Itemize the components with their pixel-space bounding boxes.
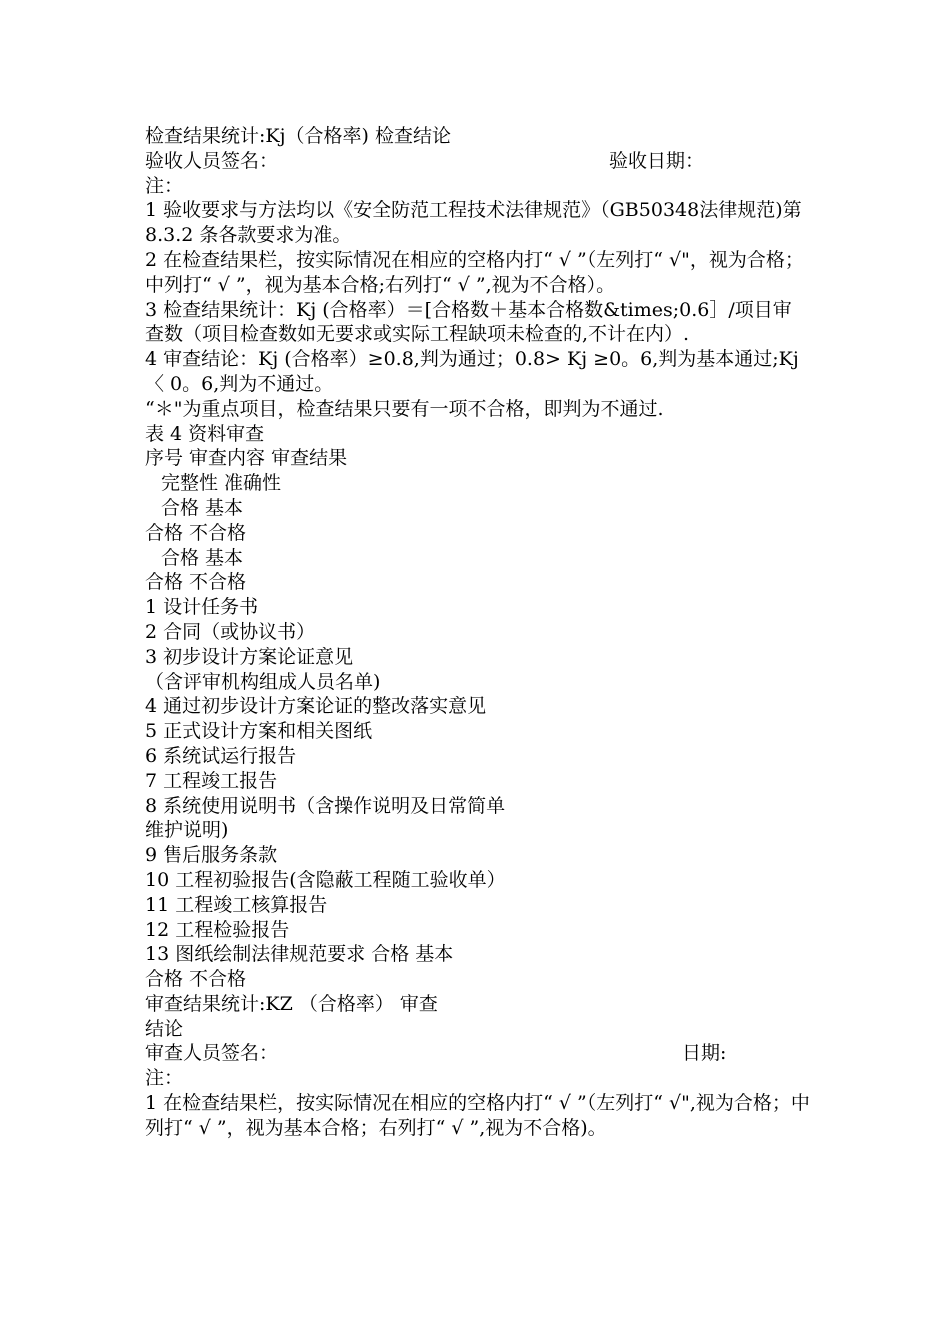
review-stat-line: 审查结果统计:KZ （合格率） 审查 [145,992,438,1015]
list-item: 12 工程检验报告 [145,918,290,941]
review-conclusion-label: 结论 [145,1017,184,1040]
list-item: 13 图纸绘制法律规范要求 合格 基本 [145,943,454,966]
acceptance-date-label: 验收日期： [609,149,705,172]
list-item: 5 正式设计方案和相关图纸 [145,720,373,743]
list-item: 11 工程竣工核算报告 [145,893,328,916]
table-header: 序号 审查内容 审查结果 [145,447,348,470]
list-item: 7 工程竣工报告 [145,769,278,792]
header-pass-basic-1: 合格 基本 [161,496,244,519]
reviewer-signature-row [145,1041,810,1066]
header-pass-basic-2: 合格 基本 [161,546,244,569]
inspection-stat-line: 检查结果统计:Kj（合格率) 检查结论 [145,125,451,147]
document-body [145,124,810,1141]
note-item-3: 3 检查结果统计：Kj (合格率）＝[合格数＋基本合格数&times;0.6］/项目审查数（项目检查数如无要求或实际工程缺项未检查的,不计在内）. [145,298,792,346]
list-item: （含评审机构组成人员名单) [145,670,381,693]
note-item-final: 1 在检查结果栏，按实际情况在相应的空格内打“ √ ”（左列打“ √",视为合格；中列打“ √ ”，视为基本合格；右列打“ √ ”,视为不合格)。 [145,1092,810,1139]
note-heading-2: 注： [145,1067,184,1090]
list-item: 合格 不合格 [145,968,247,991]
list-item: 6 系统试运行报告 [145,744,297,767]
list-item: 10 工程初验报告(含隐蔽工程随工验收单） [145,868,506,891]
acceptance-signature-row [145,149,810,174]
list-item: 4 通过初步设计方案论证的整改落实意见 [145,695,487,718]
reviewer-signature-label: 审查人员签名： [145,1042,279,1065]
note-item-4: 4 审查结论：Kj (合格率）≥0.8,判为通过；0.8> Kj ≥0。6,判为基本通过;Kj 〈 0。6,判为不通过。 [145,348,799,395]
note-heading: 注： [145,174,184,197]
note-key-item: “＊"为重点项目，检查结果只要有一项不合格，即判为不通过. [145,397,664,420]
header-pass-fail-2: 合格 不合格 [145,571,247,594]
table-4-title: 表 4 资料审查 [145,422,265,445]
note-item-2: 2 在检查结果栏，按实际情况在相应的空格内打“ √ ”（左列打“ √"，视为合格；中列打“ √ ”，视为基本合格;右列打“ √ ”,视为不合格）。 [145,248,804,296]
list-item: 9 售后服务条款 [145,844,278,867]
list-item: 3 初步设计方案论证意见 [145,645,354,668]
header-pass-fail-1: 合格 不合格 [145,521,247,544]
list-item: 8 系统使用说明书（含操作说明及日常简单 [145,794,506,817]
list-item: 维护说明) [145,819,229,842]
note-item-1: 1 验收要求与方法均以《安全防范工程技术法律规范》（GB50348法律规范)第 8.3.2 条各款要求为准。 [145,199,802,247]
list-item: 2 合同（或协议书） [145,620,316,643]
review-date-label: 日期: [682,1042,727,1065]
header-completeness-accuracy: 完整性 准确性 [161,472,282,495]
acceptor-signature-label: 验收人员签名： [145,149,279,172]
list-item: 1 设计任务书 [145,596,259,619]
